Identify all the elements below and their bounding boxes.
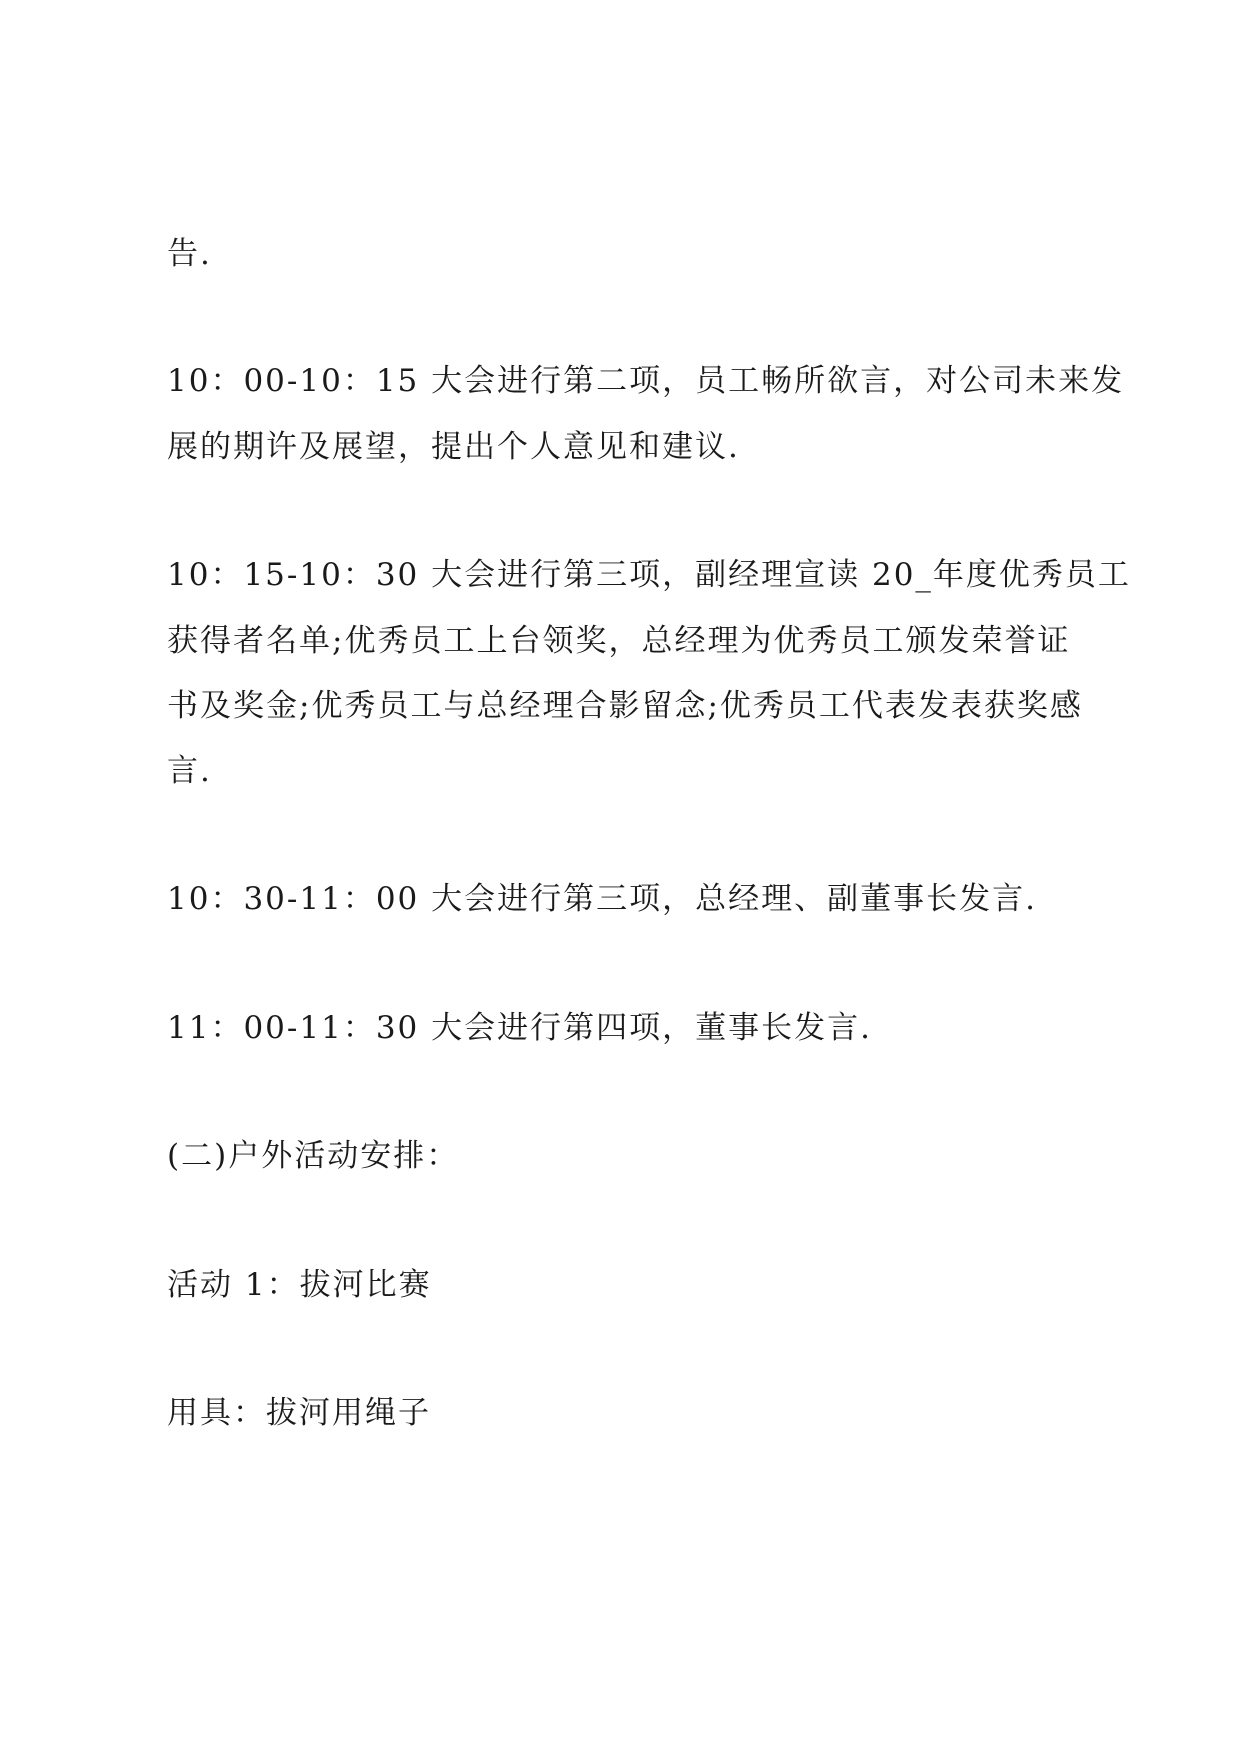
text-line: 10：00-10：15 大会进行第二项，员工畅所欲言，对公司未来发 (167, 363, 1125, 399)
text-line: 书及奖金;优秀员工与总经理合影留念;优秀员工代表发表获奖感 (167, 688, 1083, 724)
text-line: 用具：拔河用绳子 (167, 1395, 431, 1431)
text-line: 告. (167, 236, 212, 272)
text-line: 言. (167, 753, 212, 789)
section-heading: (二)户外活动安排： (167, 1138, 460, 1174)
text-line: 10：15-10：30 大会进行第三项，副经理宣读 20_年度优秀员工 (167, 557, 1131, 593)
text-line: 获得者名单;优秀员工上台领奖，总经理为优秀员工颁发荣誉证 (167, 623, 1071, 659)
text-line: 11：00-11：30 大会进行第四项，董事长发言. (167, 1010, 872, 1046)
text-line: 活动 1：拔河比赛 (167, 1267, 432, 1303)
text-line: 展的期许及展望，提出个人意见和建议. (167, 429, 740, 465)
text-line: 10：30-11：00 大会进行第三项，总经理、副董事长发言. (167, 881, 1037, 917)
